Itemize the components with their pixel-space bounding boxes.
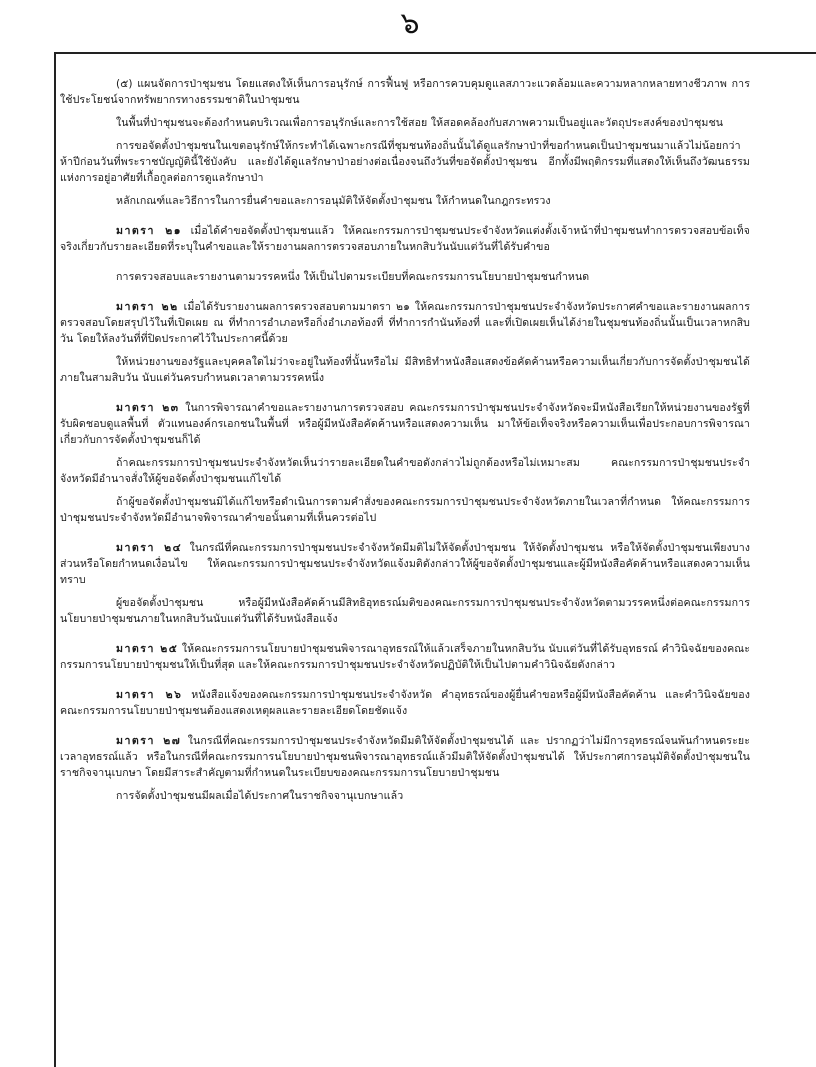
paragraph: ถ้าผู้ขอจัดตั้งป่าชุมชนมิได้แก้ไขหรือดำเนินการตามคำสั่งของคณะกรรมการป่าชุมชนประจำจังหวัดภายในเวลาที่กำหนด ให้คณะกรรมการป่าชุมชนประจำจังหวัดมีอำนาจพิจารณาคำขอนั้นตามที่เห็นควรต่อไป [60, 496, 750, 524]
document-body [60, 76, 750, 811]
section-number: มาตรา ๒๔ [116, 542, 183, 554]
section-text: ในการพิจารณาคำขอและรายงานการตรวจสอบ คณะกรรมการป่าชุมชนประจำจังหวัดจะมีหนังสือเรียกให้หน่วยงานของรัฐที่รับผิดชอบดูแลพื้นที่ ตัวแทนองค์กรเอกชนในพื้นที่ หรือผู้มีหนังสือคัดค้านหรือแสดงความเห็น มาให้ข้อเท็จจริงหรือความเห็นเพื่อประกอบการพิจารณาเกี่ยวกับการจัดตั้งป่าชุมชนก็ได้ [60, 402, 750, 446]
section-text: ในกรณีที่คณะกรรมการป่าชุมชนประจำจังหวัดมีมติให้จัดตั้งป่าชุมชนได้ และ ปรากฏว่าไม่มีการอุทธรณ์จนพ้นกำหนดระยะเวลาอุทธรณ์แล้ว หรือในกรณีที่คณะกรรมการนโยบายป่าชุมชนพิจารณาอุทธรณ์แล้วมีมติให้จัดตั้งป่าชุมชนได้ ให้ประกาศการอนุมัติจัดตั้งป่าชุมชนในราชกิจจานุเบกษา โดยมีสาระสำคัญตามที่กำหนดในระเบียบของคณะกรรมการนโยบายป่าชุมชน [60, 735, 750, 779]
section-number: มาตรา ๒๓ [116, 402, 180, 414]
paragraph: การตรวจสอบและรายงานตามวรรคหนึ่ง ให้เป็นไปตามระเบียบที่คณะกรรมการนโยบายป่าชุมชนกำหนด [116, 271, 590, 283]
section-paragraph [60, 641, 750, 673]
section-number: มาตรา ๒๗ [116, 735, 182, 747]
section-number: มาตรา ๒๒ [116, 301, 179, 313]
section-number: มาตรา ๒๕ [116, 643, 179, 655]
section-number: มาตรา ๒๖ [116, 689, 183, 701]
paragraph: ให้หน่วยงานของรัฐและบุคคลใดไม่ว่าจะอยู่ในท้องที่นั้นหรือไม่ มีสิทธิทำหนังสือแสดงข้อคัดค้านหรือความเห็นเกี่ยวกับการจัดตั้งป่าชุมชนได้ภายในสามสิบวัน นับแต่วันครบกำหนดเวลาตามวรรคหนึ่ง [60, 356, 750, 384]
section-text: เมื่อได้รับรายงานผลการตรวจสอบตามมาตรา ๒๑ ให้คณะกรรมการป่าชุมชนประจำจังหวัดประกาศคำขอและรายงานผลการตรวจสอบโดยสรุปไว้ในที่เปิดเผย ณ ที่ทำการอำเภอหรือกิ่งอำเภอท้องที่ ที่ทำการกำนันท้องที่ และที่เปิดเผยเห็นได้ง่ายในชุมชนท้องถิ่นนั้นเป็นเวลาหกสิบวัน โดยให้ลงวันที่ที่ปิดประกาศไว้ในประกาศนี้ด้วย [60, 301, 750, 345]
paragraph: การขอจัดตั้งป่าชุมชนในเขตอนุรักษ์ให้กระทำได้เฉพาะกรณีที่ชุมชนท้องถิ่นนั้นได้ดูแลรักษาป่าที่ขอกำหนดเป็นป่าชุมชนมาแล้วไม่น้อยกว่าห้าปีก่อนวันที่พระราชบัญญัตินี้ใช้บังคับ และยังได้ดูแลรักษาป่าอย่างต่อเนื่องจนถึงวันที่ขอจัดตั้งป่าชุมชน อีกทั้งมีพฤติกรรมที่แสดงให้เห็นถึงวัฒนธรรมแห่งการอยู่อาศัยที่เกื้อกูลต่อการดูแลรักษาป่า [60, 140, 750, 184]
paragraph: (๕) แผนจัดการป่าชุมชน โดยแสดงให้เห็นการอนุรักษ์ การฟื้นฟู หรือการควบคุมดูแลสภาวะแวดล้อมและความหลากหลายทางชีวภาพ การใช้ประโยชน์จากทรัพยากรทางธรรมชาติในป่าชุมชน [60, 78, 750, 106]
section-text: ในกรณีที่คณะกรรมการป่าชุมชนประจำจังหวัดมีมติไม่ให้จัดตั้งป่าชุมชน ให้จัดตั้งป่าชุมชน หรือให้จัดตั้งป่าชุมชนเพียงบางส่วนหรือโดยกำหนดเงื่อนไข ให้คณะกรรมการป่าชุมชนประจำจังหวัดแจ้งมติดังกล่าวให้ผู้ขอจัดตั้งป่าชุมชนและผู้มีหนังสือคัดค้านหรือแสดงความเห็นทราบ [60, 542, 751, 586]
paragraph: การจัดตั้งป่าชุมชนมีผลเมื่อได้ประกาศในราชกิจจานุเบกษาแล้ว [116, 790, 404, 802]
section-text: ให้คณะกรรมการนโยบายป่าชุมชนพิจารณาอุทธรณ์ให้แล้วเสร็จภายในหกสิบวัน นับแต่วันที่ได้รับอุทธรณ์ คำวินิจฉัยของคณะกรรมการนโยบายป่าชุมชนให้เป็นที่สุด และให้คณะกรรมการป่าชุมชนประจำจังหวัดปฏิบัติให้เป็นไปตามคำวินิจฉัยดังกล่าว [60, 643, 751, 671]
page-number: ๖ [400, 6, 420, 41]
section-text: เมื่อได้คำขอจัดตั้งป่าชุมชนแล้ว ให้คณะกรรมการป่าชุมชนประจำจังหวัดแต่งตั้งเจ้าหน้าที่ป่าชุมชนทำการตรวจสอบข้อเท็จจริงเกี่ยวกับรายละเอียดที่ระบุในคำขอและให้รายงานผลการตรวจสอบภายในหกสิบวันนับแต่วันที่ได้รับคำขอ [60, 225, 750, 253]
paragraph: ในพื้นที่ป่าชุมชนจะต้องกำหนดบริเวณเพื่อการอนุรักษ์และการใช้สอย ให้สอดคล้องกับสภาพความเป็นอยู่และวัตถุประสงค์ของป่าชุมชน [116, 117, 724, 129]
section-paragraph [60, 400, 750, 448]
section-paragraph [60, 299, 750, 347]
paragraph: ผู้ขอจัดตั้งป่าชุมชน หรือผู้มีหนังสือคัดค้านมีสิทธิอุทธรณ์มติของคณะกรรมการป่าชุมชนประจำจังหวัดตามวรรคหนึ่งต่อคณะกรรมการนโยบายป่าชุมชนภายในหกสิบวันนับแต่วันที่ได้รับหนังสือแจ้ง [60, 597, 750, 625]
section-text: หนังสือแจ้งของคณะกรรมการป่าชุมชนประจำจังหวัด คำอุทธรณ์ของผู้ยื่นคำขอหรือผู้มีหนังสือคัดค้าน และคำวินิจฉัยของคณะกรรมการนโยบายป่าชุมชนต้องแสดงเหตุผลและรายละเอียดโดยชัดแจ้ง [60, 689, 750, 717]
section-number: มาตรา ๒๑ [116, 225, 182, 237]
section-paragraph [60, 687, 750, 719]
section-paragraph [60, 540, 750, 588]
paragraph: หลักเกณฑ์และวิธีการในการยื่นคำขอและการอนุมัติให้จัดตั้งป่าชุมชน ให้กำหนดในกฎกระทรวง [116, 195, 551, 207]
paragraph: ถ้าคณะกรรมการป่าชุมชนประจำจังหวัดเห็นว่ารายละเอียดในคำขอดังกล่าวไม่ถูกต้องหรือไม่เหมาะสม คณะกรรมการป่าชุมชนประจำจังหวัดมีอำนาจสั่งให้ผู้ขอจัดตั้งป่าชุมชนแก้ไขได้ [60, 457, 750, 485]
section-paragraph [60, 223, 750, 255]
section-paragraph [60, 733, 750, 781]
